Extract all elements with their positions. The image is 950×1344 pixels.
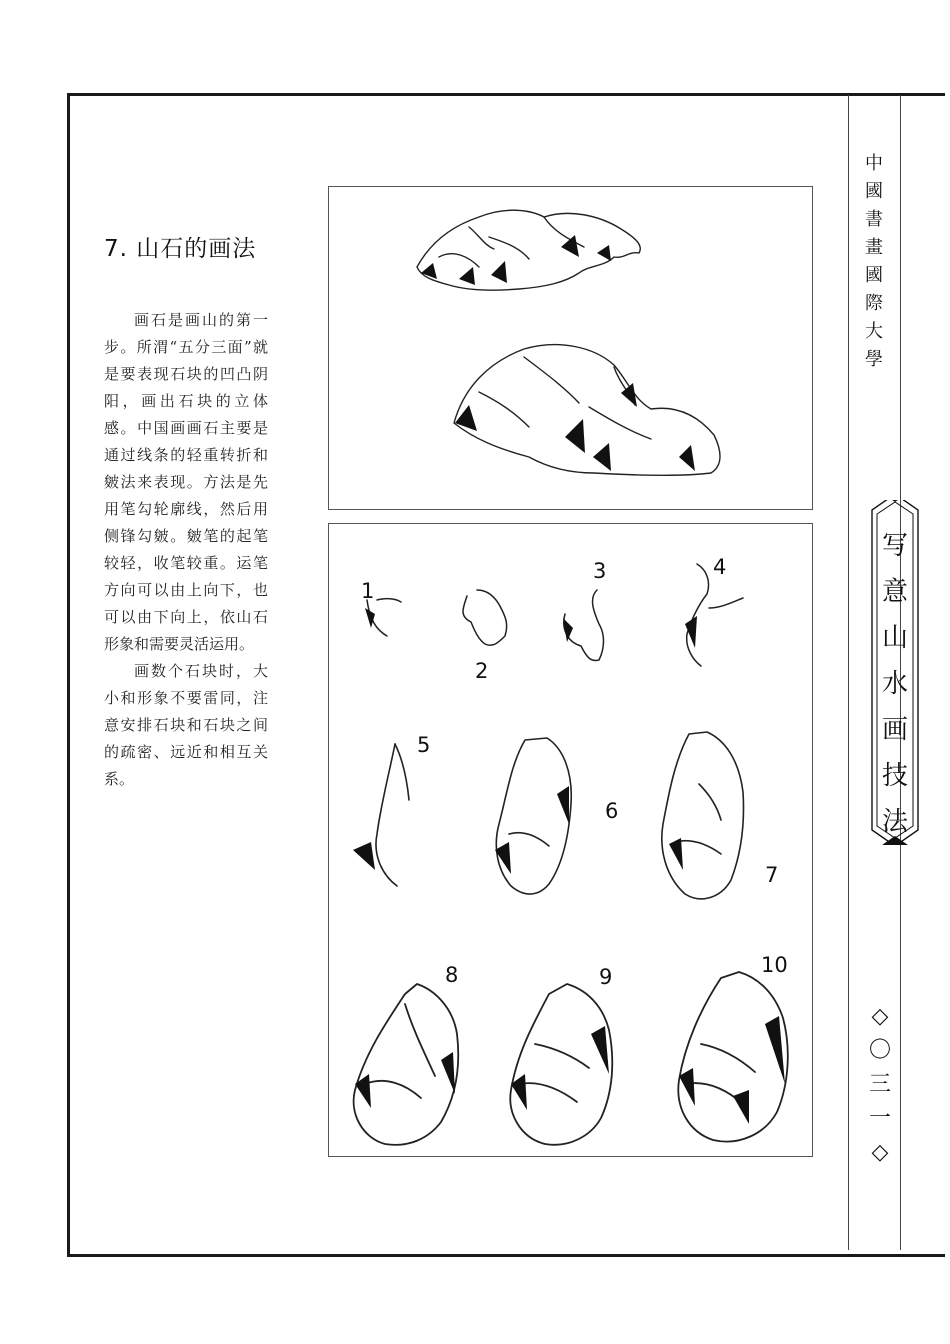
series-char: 國 — [865, 181, 883, 202]
page-number-char: 〇 — [868, 1038, 891, 1063]
book-title-char: 水 — [881, 669, 908, 699]
diamond-icon: ◇ — [871, 1004, 889, 1029]
step-label-9: 9 — [599, 965, 613, 989]
step-label-2: 2 — [475, 659, 489, 683]
series-char: 大 — [865, 321, 883, 342]
page-number-char: 三 — [868, 1072, 891, 1097]
step-label-3: 3 — [593, 559, 607, 583]
section-heading: 7. 山石的画法 — [104, 236, 257, 262]
book-title-char: 技 — [881, 761, 908, 791]
series-char: 國 — [865, 265, 883, 286]
book-title-char: 写 — [881, 531, 908, 561]
rock-groups-panel — [328, 186, 813, 510]
rock-steps-panel — [328, 523, 813, 1157]
series-char: 中 — [865, 153, 883, 174]
book-title-char: 法 — [881, 807, 908, 837]
series-char: 畫 — [865, 237, 883, 258]
book-title — [866, 523, 924, 845]
series-char: 學 — [865, 349, 883, 370]
series-char: 際 — [865, 293, 883, 314]
step-label-8: 8 — [445, 963, 459, 987]
diamond-icon: ◇ — [871, 1140, 889, 1165]
step-label-5: 5 — [417, 733, 431, 757]
book-title-char: 山 — [881, 623, 908, 653]
spine-line-left — [848, 95, 849, 1250]
step-label-1: 1 — [361, 579, 375, 603]
step-label-10: 10 — [761, 953, 788, 977]
step-label-4: 4 — [713, 555, 727, 579]
series-char: 書 — [865, 209, 883, 230]
rock-groups-illustration — [329, 187, 812, 509]
paragraph-1: 画石是画山的第一步。所渭“五分三面”就是要表现石块的凹凸阴阳，画出石块的立体感。中国画画石主要是通过线条的轻重转折和皴法来表现。方法是先用笔勾轮廓线，然后用侧锋勾皴。皴笔的起笔较轻，收笔较重。运笔方向可以由上向下，也可以由下向上，依山石形象和需要灵活运用。 — [104, 311, 268, 653]
book-title-char: 画 — [881, 715, 908, 745]
series-title — [852, 150, 896, 374]
step-label-6: 6 — [605, 799, 619, 823]
page-number — [858, 1000, 902, 1170]
paragraph-2: 画数个石块时，大小和形象不要雷同，注意安排石块和石块之间的疏密、远近和相互关系。 — [104, 662, 268, 788]
book-title-char: 意 — [881, 577, 908, 607]
body-text — [104, 307, 268, 793]
page-number-char: 一 — [868, 1106, 891, 1131]
step-label-7: 7 — [765, 863, 779, 887]
rock-drawing-steps-illustration — [329, 524, 812, 1156]
